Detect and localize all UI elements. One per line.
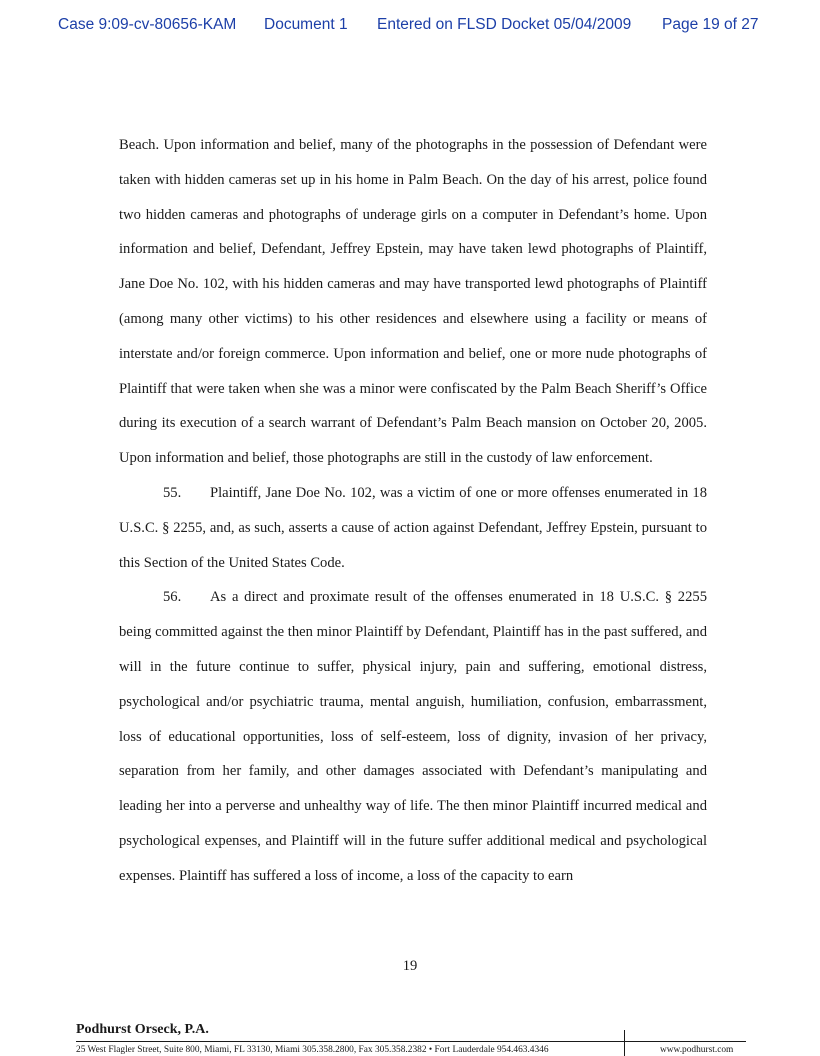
footer-separator — [624, 1030, 625, 1056]
paragraph-number: 55. — [163, 484, 182, 501]
paragraph-55 — [119, 476, 707, 580]
paragraph-number: 56. — [163, 589, 182, 606]
continuation-paragraph: Beach. Upon information and belief, many of the photographs in the possession of Defendant were taken with hidden cameras set up in his home in Palm Beach. On the day of his arrest, police found two hidden cameras and photographs of underage girls on a computer in Defendant’s home. Upon information and belief, Defendant, Jeffrey Epstein, may have taken lewd photographs of Plaintiff, Jane Doe No. 102, with his hidden cameras and may have transported lewd photographs of Plaintiff (among many other victims) to his other residences and elsewhere using a facility or means of interstate and/or foreign commerce. Upon information and belief, one or more nude photographs of Plaintiff that were taken when she was a minor were confiscated by the Palm Beach Sheriff’s Office during its execution of a search warrant of Defendant’s Palm Beach mansion on October 20, 2005. Upon information and belief, those photographs are still in the custody of law enforcement. — [119, 137, 707, 467]
page-count: Page 19 of 27 — [662, 16, 759, 33]
page-number: 19 — [402, 958, 418, 974]
paragraph-text: Plaintiff, Jane Doe No. 102, was a victim of one or more offenses enumerated in 18 U.S.C. § 2255, and, as such, asserts a cause of action against Defendant, Jeffrey Epstein, pursuant to this Section of the United States Code. — [119, 484, 707, 571]
document-number: Document 1 — [264, 16, 348, 33]
docket-entry-date: Entered on FLSD Docket 05/04/2009 — [377, 16, 632, 33]
footer-divider — [76, 1041, 746, 1042]
firm-website: www.podhurst.com — [660, 1045, 734, 1055]
paragraph-56 — [119, 580, 707, 893]
document-body — [119, 128, 707, 894]
paragraph-text: As a direct and proximate result of the offenses enumerated in 18 U.S.C. § 2255 being committed against the then minor Plaintiff by Defendant, Plaintiff has in the past suffered, and will in the future continue to suffer, physical injury, pain and suffering, emotional distress, psychological and/or psychiatric trauma, mental anguish, humiliation, confusion, embarrassment, loss of educational opportunities, loss of self-esteem, loss of dignity, invasion of her privacy, separation from her family, and other damages associated with Defendant’s manipulating and leading her into a perverse and unhealthy way of life. The then minor Plaintiff incurred medical and psychological expenses, and Plaintiff will in the future suffer additional medical and psychological expenses. Plaintiff has suffered a loss of income, a loss of the capacity to earn — [119, 589, 707, 884]
firm-name: Podhurst Orseck, P.A. — [76, 1022, 209, 1037]
case-number: Case 9:09-cv-80656-KAM — [58, 16, 237, 33]
firm-address: 25 West Flagler Street, Suite 800, Miami, FL 33130, Miami 305.358.2800, Fax 305.358.2382 • Fort Lauderdale 954.463.4346 — [76, 1045, 549, 1055]
ecf-stamp-header — [0, 16, 820, 40]
